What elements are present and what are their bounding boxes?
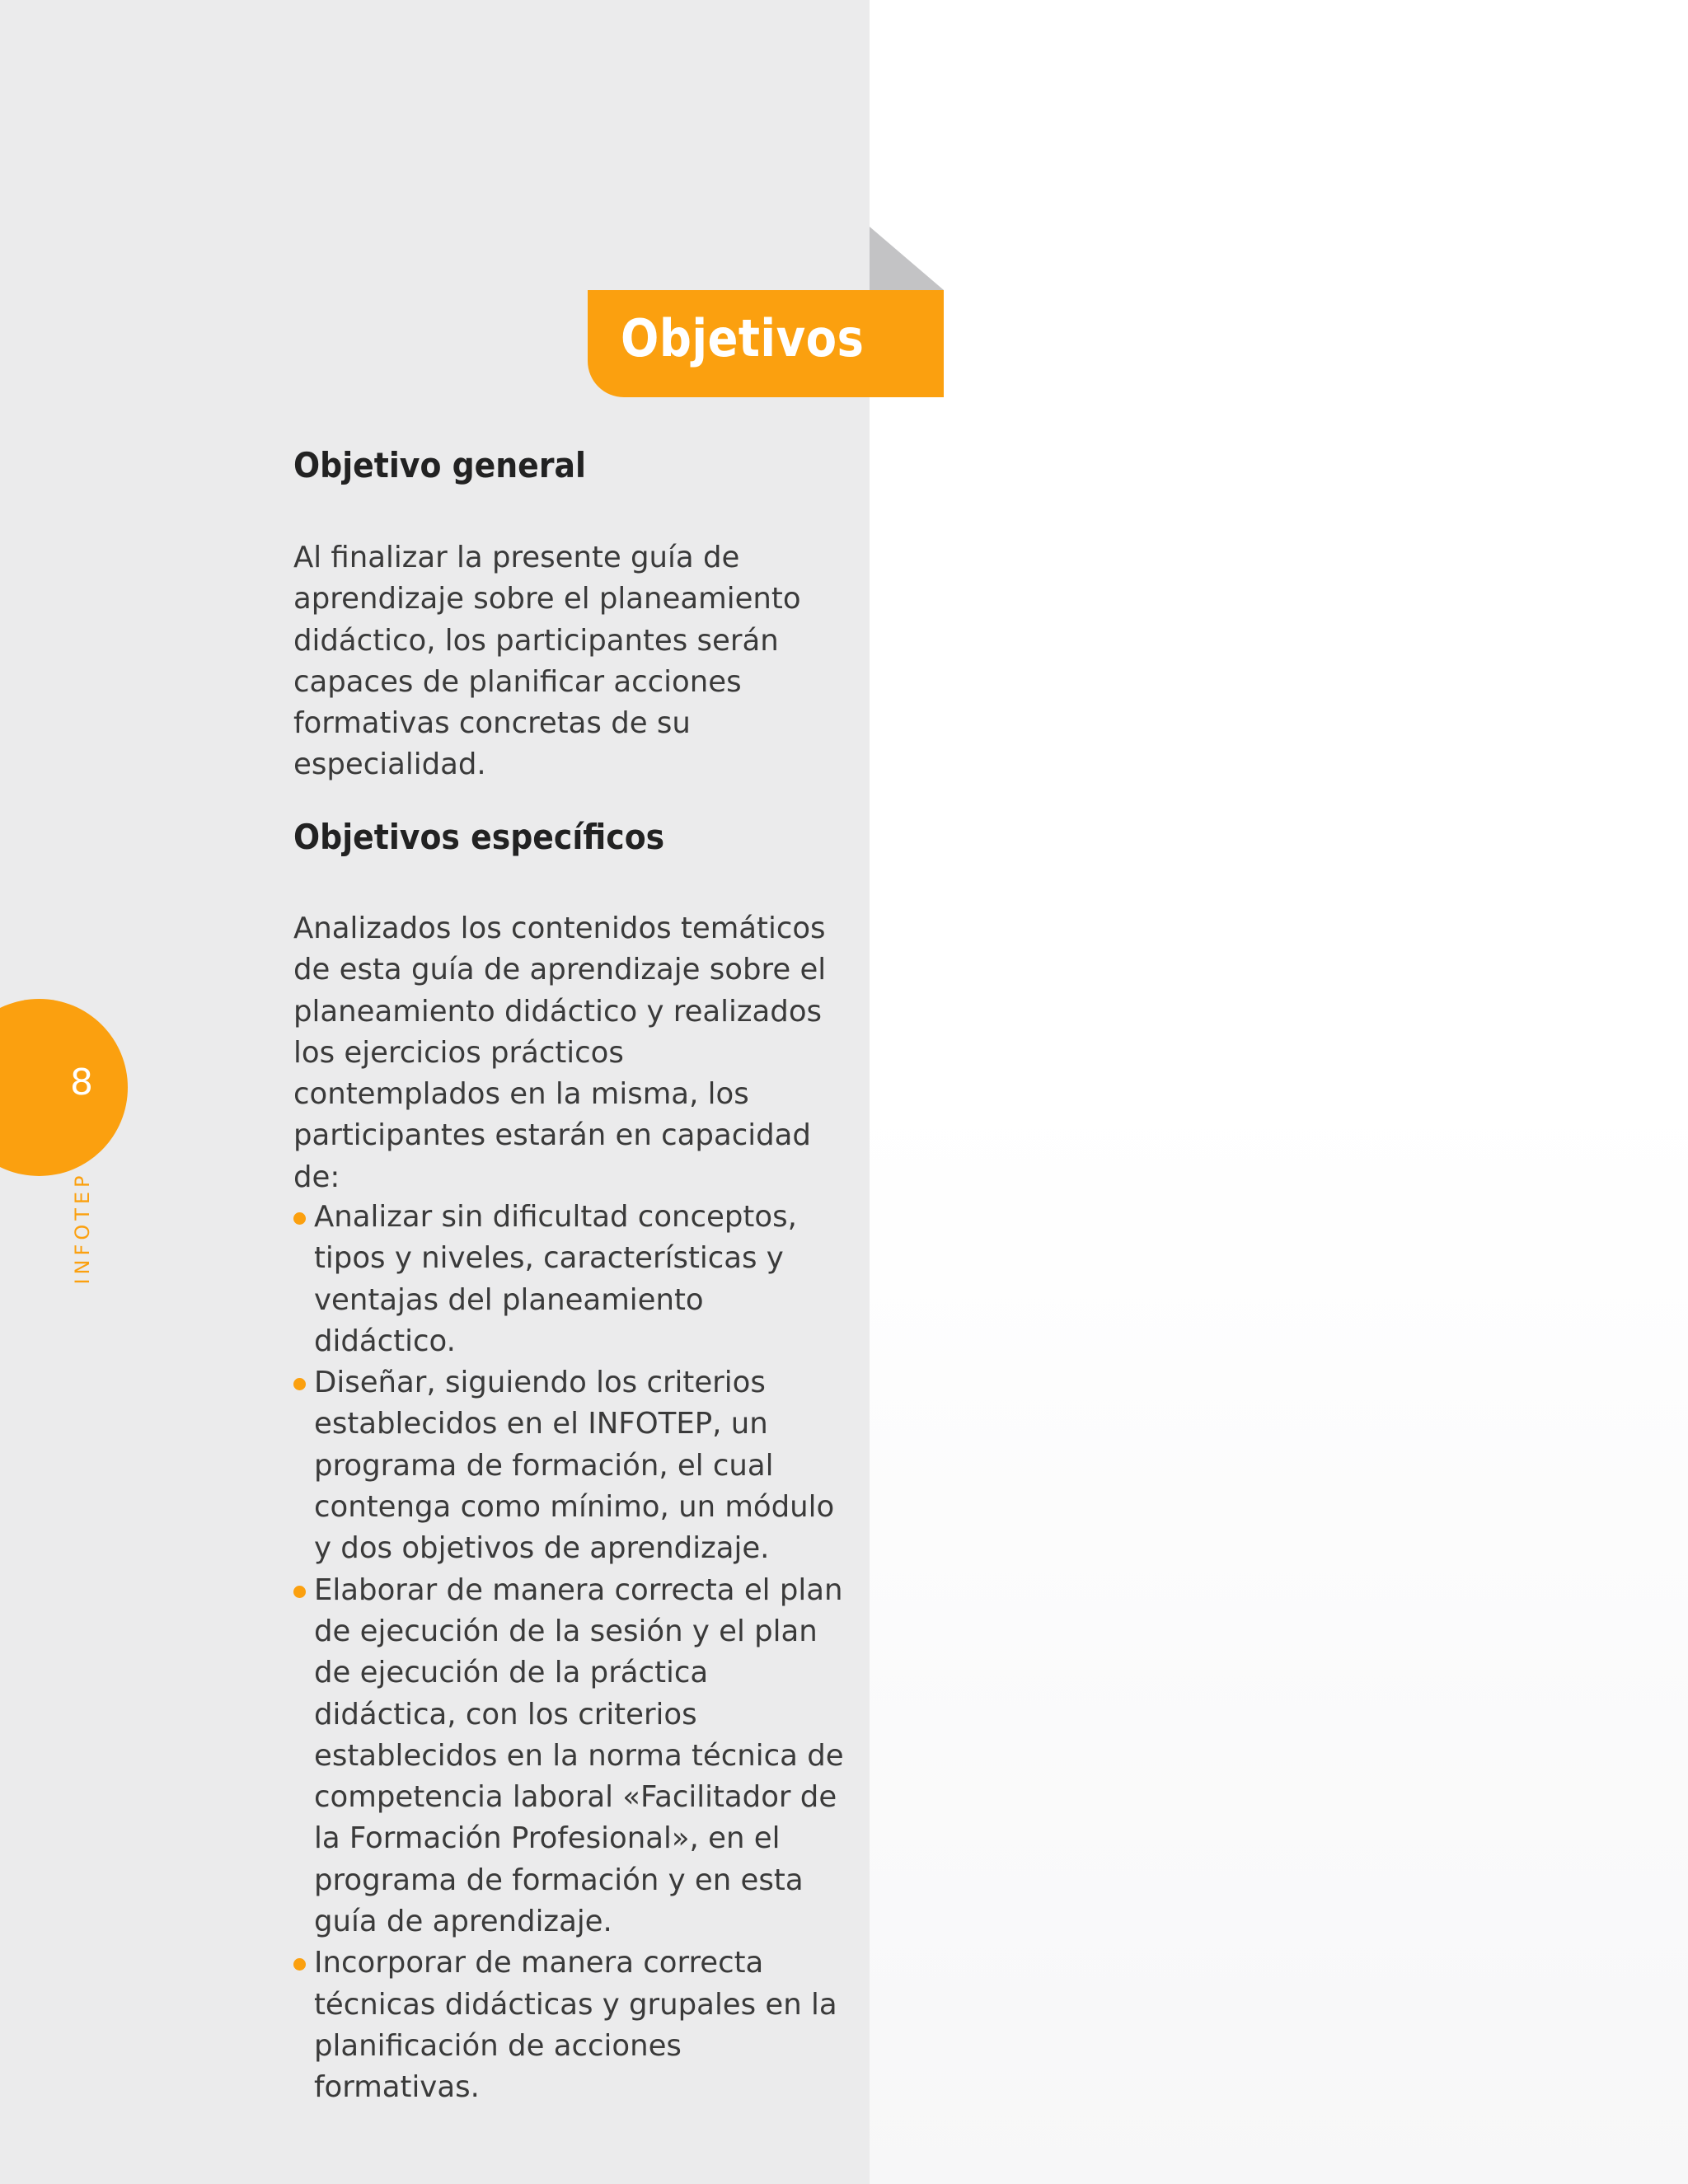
right-panel: [870, 0, 1688, 2184]
bullet-icon: [293, 1378, 306, 1390]
general-objective-heading: Objetivo general: [293, 445, 586, 485]
list-item: [293, 1570, 854, 1943]
bullet-icon: [293, 1586, 306, 1598]
brand-label: INFOTEP: [71, 1171, 94, 1285]
list-item-text: Incorporar de manera correcta técnicas didácticas y grupales en la planificación de acciones formativas.: [314, 1946, 837, 2105]
list-item: [293, 1943, 854, 2108]
specific-objectives-list: [293, 1197, 854, 2109]
list-item-text: Diseñar, siguiendo los criterios establecidos en el INFOTEP, un programa de formación, el cual contenga como mínimo, un módulo y dos objetivos de aprendizaje.: [314, 1366, 835, 1566]
bullet-icon: [293, 1958, 306, 1971]
general-objective-text: Al finalizar la presente guía de aprendizaje sobre el planeamiento didáctico, los participantes serán capaces de planificar acciones formativas concretas de su especialidad.: [293, 541, 801, 782]
section-title: Objetivos: [621, 308, 865, 368]
specific-objectives-heading: Objetivos específicos: [293, 817, 665, 857]
list-item: [293, 1362, 854, 1569]
specific-objectives-intro: Analizados los contenidos temáticos de esta guía de aprendizaje sobre el planeamiento didáctico y realizados los ejercicios prácticos contemplados en la misma, los participantes estarán en capacidad de:: [293, 912, 827, 1194]
page-number: 8: [70, 1062, 93, 1104]
list-item-text: Analizar sin dificultad conceptos, tipos y niveles, características y ventajas del planeamiento didáctico.: [314, 1200, 797, 1358]
bullet-icon: [293, 1212, 306, 1225]
list-item-text: Elaborar de manera correcta el plan de ejecución de la sesión y el plan de ejecución de la práctica didáctica, con los criterios establecidos en la norma técnica de competencia laboral «Facilitador de la Formación Profesional», en el programa de formación y en esta guía de aprendizaje.: [314, 1572, 844, 1939]
list-item: [293, 1197, 854, 1362]
